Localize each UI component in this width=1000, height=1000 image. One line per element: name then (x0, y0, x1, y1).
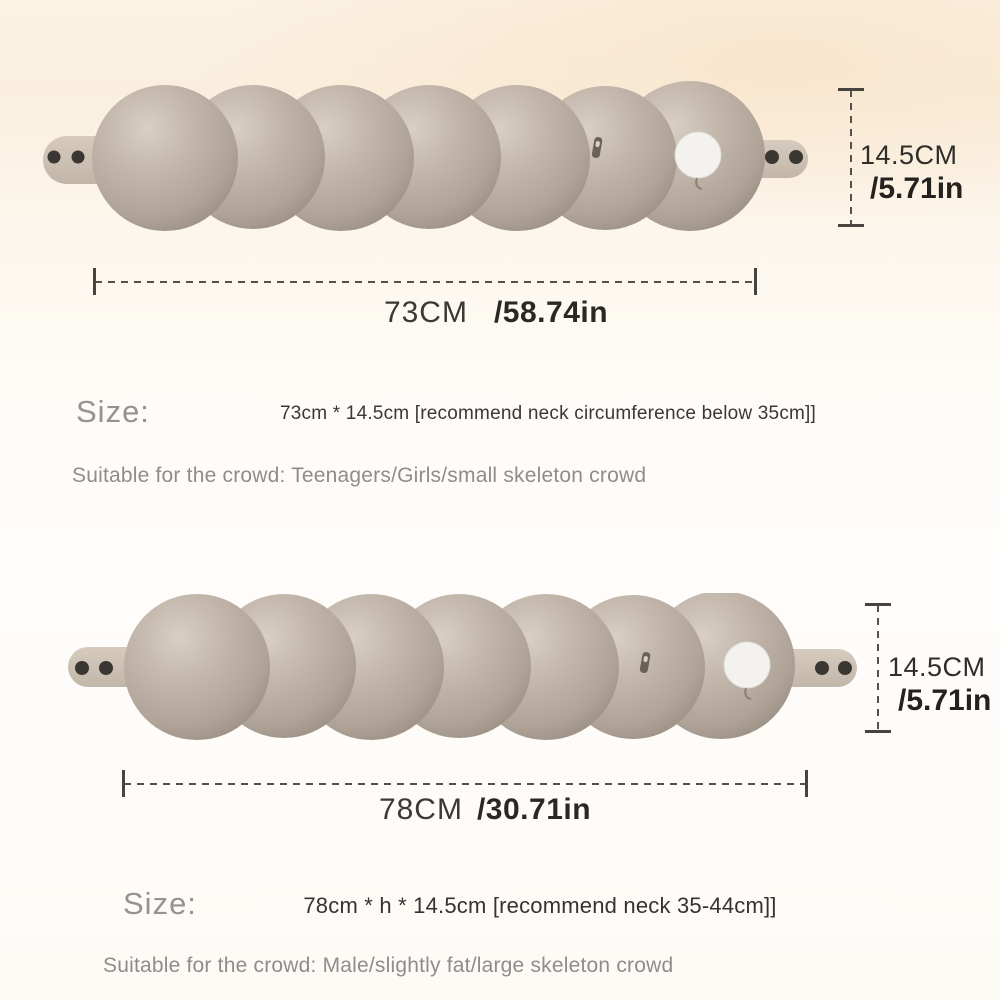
snap-button-dot (815, 661, 829, 675)
size-label-small: Size: (76, 394, 150, 429)
snap-button-dot (75, 661, 89, 675)
dimension-cap (805, 770, 808, 797)
length-dimension-label-small (316, 296, 676, 330)
height-dimension-label-small (860, 141, 963, 205)
dimension-cap (865, 730, 891, 733)
crowd-text-large: Suitable for the crowd: Male/slightly fat/large skeleton crowd (103, 954, 674, 977)
length-cm-text: 78CM (378, 793, 463, 826)
length-dimension-line-small (93, 268, 757, 295)
snap-button-dot (72, 151, 85, 164)
height-dimension-label-large (888, 653, 991, 717)
length-cm-text: 73CM (383, 296, 468, 329)
snap-button-dot (838, 661, 852, 675)
height-in-text: /5.71in (870, 172, 964, 206)
dimension-cap (838, 224, 864, 227)
snap-button-dot (48, 151, 61, 164)
neck-pillow-illustration-large (60, 593, 860, 743)
size-value-large: 78cm * h * 14.5cm [recommend neck 35-44cm]] (303, 893, 777, 918)
snap-button-dot (789, 150, 803, 164)
height-cm-text: 14.5CM (860, 140, 958, 170)
height-in-text: /5.71in (898, 684, 992, 718)
pillow-bubbles (124, 593, 795, 740)
length-in-text: /58.74in (493, 296, 609, 329)
pillow-bubbles (92, 81, 765, 231)
dimension-cap (754, 268, 757, 295)
size-value-small: 73cm * 14.5cm [recommend neck circumference below 35cm]] (279, 403, 817, 424)
dimension-dashed-line (850, 90, 852, 225)
dimension-dashed-line (124, 783, 806, 785)
length-in-text: /30.71in (476, 793, 592, 826)
snap-button-dot (99, 661, 113, 675)
size-label-large: Size: (123, 886, 197, 921)
dimension-dashed-line (877, 605, 879, 731)
snap-button-dot (765, 150, 779, 164)
length-dimension-label-large (305, 793, 665, 827)
crowd-text-small: Suitable for the crowd: Teenagers/Girls/small skeleton crowd (72, 464, 647, 487)
dimension-dashed-line (95, 281, 755, 283)
neck-pillow-illustration-small (40, 78, 815, 238)
height-cm-text: 14.5CM (888, 652, 986, 682)
